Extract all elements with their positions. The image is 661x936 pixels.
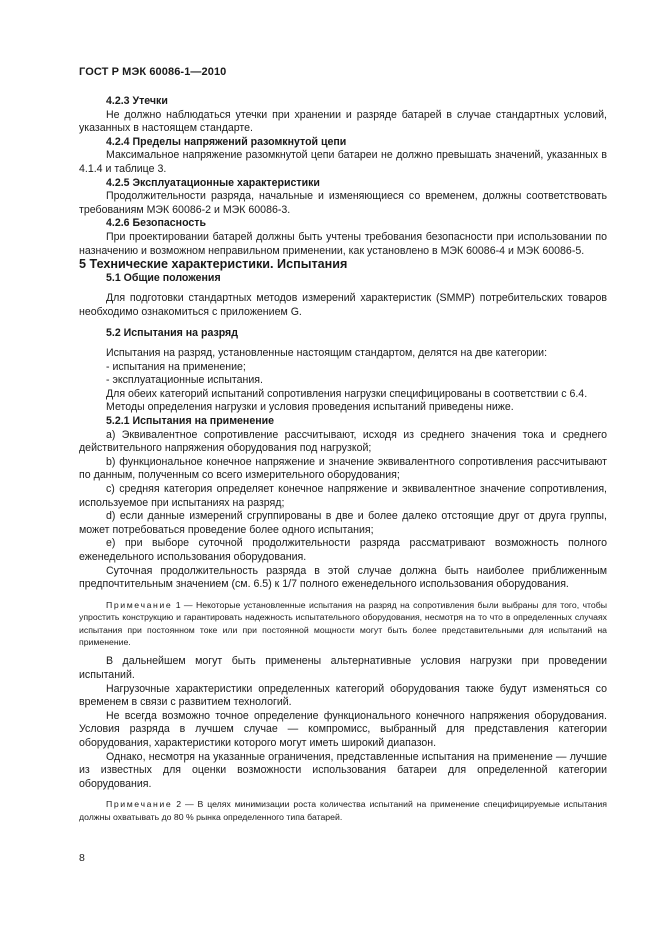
section-4-2-6-title: 4.2.6 Безопасность: [106, 217, 206, 230]
section-5-2-para-2: Для обеих категорий испытаний сопротивления нагрузки специфицированы в соответствии с 6.4.: [106, 387, 588, 400]
section-5-2-para-1: Испытания на разряд, установленные настоящим стандартом, делятся на две категории:: [106, 347, 548, 360]
after-note-para-2: Нагрузочные характеристики определенных категорий оборудования также будут изменяться со временем в связи с развитием технологий.: [79, 682, 607, 709]
section-5-2-1-title: 5.2.1 Испытания на применение: [106, 415, 275, 428]
note-1-text: 1 — Некоторые установленные испытания на разряд на сопротивления были выбраны для того, чтобы упростить конструкцию и гарантировать надежность испытательного оборудования, несмотря на то что в определенных случаях испытания при постоянном токе или при постоянной мощности могут быть более представительными для испытаний на применение.: [79, 599, 607, 647]
section-5-1-text: Для подготовки стандартных методов измерений характеристик (SMMP) потребительских товаров необходимо ознакомиться с приложением G.: [79, 292, 607, 318]
after-note-para-1: В дальнейшем могут быть применены альтернативные условия нагрузки при проведении испытаний.: [79, 655, 607, 681]
section-4-2-4-text: Максимальное напряжение разомкнутой цепи батареи не должно превышать значений, указанных в 4.1.4 и таблице 3.: [79, 149, 607, 175]
section-4-2-3-title: 4.2.3 Утечки: [106, 95, 168, 107]
document-header: ГОСТ Р МЭК 60086-1—2010: [79, 66, 227, 78]
section-5-2-1-para: Суточная продолжительность разряда в этой случае должна быть наиболее приближенным предпочтительным значением (см. 6.5) к 1/7 полного еженедельного использования оборудования.: [79, 564, 607, 591]
page-number: 8: [79, 852, 85, 864]
section-4-2-5-text: Продолжительности разряда, начальные и изменяющиеся со временем, должны соответствовать требованиям МЭК 60086-2 и МЭК 60086-3.: [79, 190, 607, 216]
section-4-2-4-title: 4.2.4 Пределы напряжений разомкнутой цепи: [106, 135, 347, 148]
section-4-2-3-text: Не должно наблюдаться утечки при хранении и разряде батарей в случае стандартных условий, указанных в настоящем стандарте.: [79, 108, 607, 135]
section-5-2-list-item-2: - эксплуатационные испытания.: [106, 374, 263, 387]
section-5-2-1-item-b: b) функциональное конечное напряжение и значение эквивалентного сопротивления рассчитывают по данным, полученным со всего измерительного оборудования;: [79, 455, 607, 482]
section-5-2-1-item-c: c) средняя категория определяет конечное напряжение и эквивалентное значение сопротивления, используемое при испытаниях на разряд;: [79, 483, 607, 509]
section-5-2-1-item-d: d) если данные измерений сгруппированы в две и более далеко отстоящие друг от друга группы, может потребоваться проведение более одного испытания;: [79, 510, 607, 536]
section-5-2-list-item-1: - испытания на применение;: [106, 360, 246, 373]
note-1-label: Примечание: [106, 599, 173, 610]
section-4-2-6-text: При проектировании батарей должны быть учтены требования безопасности при использовании по назначению и возможном неправильном применении, как установлено в МЭК 60086-4 и МЭК 60086-5.: [79, 230, 607, 257]
after-note-para-3: Не всегда возможно точное определение функционального конечного напряжения оборудования. Условия разряда в лучшем случае — компромисс, выбранный для представления категории оборудования, характеристики которого могут иметь широкий диапазон.: [79, 709, 607, 749]
after-note-para-4: Однако, несмотря на указанные ограничения, представленные испытания на применение — лучшие из известных для оценки возможности использования батареи для определенной категории оборудования.: [79, 750, 607, 790]
section-5-2-title: 5.2 Испытания на разряд: [106, 326, 238, 339]
section-4-2-5-title: 4.2.5 Эксплуатационные характеристики: [106, 176, 320, 189]
section-5-2-para-3: Методы определения нагрузки и условия проведения испытаний приведены ниже.: [106, 401, 514, 414]
note-2-label: Примечание: [106, 799, 173, 810]
section-5-title: 5 Технические характеристики. Испытания: [79, 257, 348, 272]
note-1: [79, 599, 607, 649]
section-5-1-title: 5.1 Общие положения: [106, 271, 221, 284]
section-5-2-1-item-e: e) при выборе суточной продолжительности разряда рассматривают возможность полного еженедельного использования оборудования.: [79, 537, 607, 563]
note-2: [79, 798, 607, 823]
page-content: [79, 95, 607, 823]
section-5-2-1-item-a: a) Эквивалентное сопротивление рассчитывают, исходя из среднего значения тока и среднего действительного напряжения оборудования под нагрузкой;: [79, 428, 607, 455]
note-2-text: 2 — В целях минимизации роста количества испытаний на применение специфицируемые испытания должны охватывать до 80 % рынка определенного типа батарей.: [79, 799, 607, 822]
